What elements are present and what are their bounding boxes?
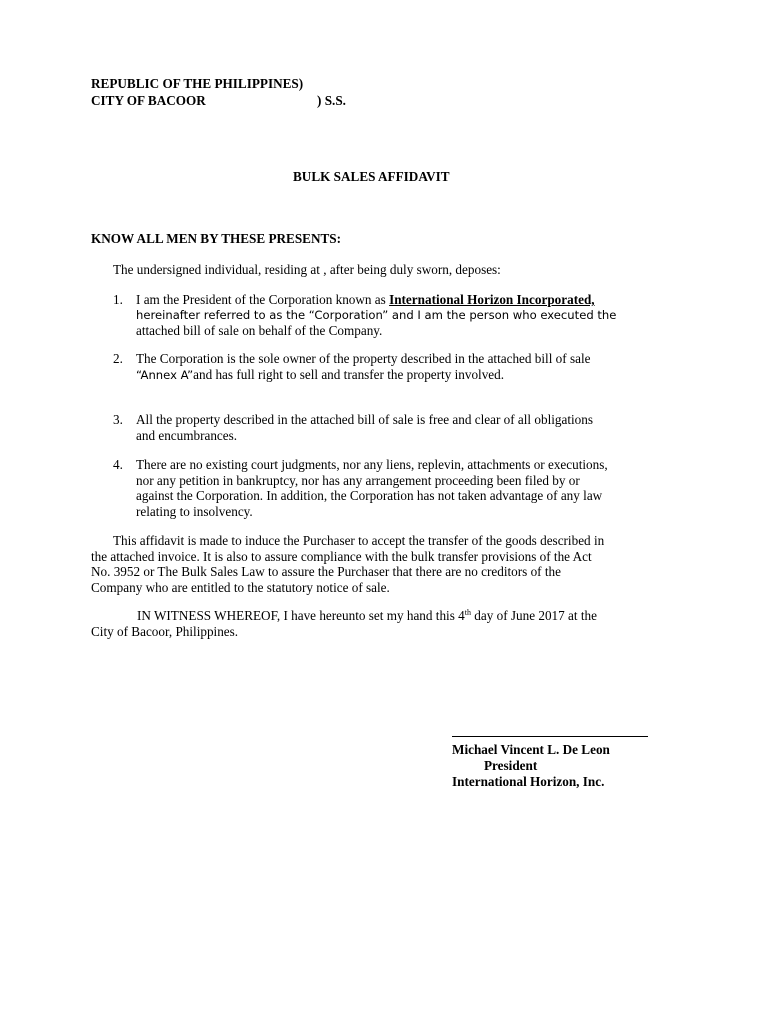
paragraph-line: Company who are entitled to the statutory notice of sale. (91, 579, 390, 595)
annex-label: “Annex A” (136, 367, 194, 382)
item-text-line: The Corporation is the sole owner of the property described in the attached bill of sale (136, 351, 591, 366)
company-name: International Horizon Incorporated, (389, 292, 595, 307)
paragraph-line: the attached invoice. It is also to assure compliance with the bulk transfer provisions of the Act (91, 548, 592, 564)
item-text (136, 457, 681, 519)
item-text-line: There are no existing court judgments, nor any liens, replevin, attachments or executions, (136, 457, 608, 472)
item-text (136, 412, 681, 443)
venue-city: CITY OF BACOOR (91, 93, 206, 108)
intro-paragraph: The undersigned individual, residing at , after being duly sworn, deposes: (113, 262, 501, 277)
item-text-line: I am the President of the Corporation known as (136, 292, 390, 307)
signatory-position: President (484, 758, 538, 773)
item-text-line: against the Corporation. In addition, the Corporation has not taken advantage of any law (136, 488, 603, 503)
item-text (136, 351, 681, 383)
ordinal-suffix: th (464, 608, 471, 617)
venue-ss: ) S.S. (317, 93, 346, 108)
item-number: 3. (113, 412, 123, 427)
item-text-line: All the property described in the attached bill of sale is free and clear of all obligations (136, 412, 594, 427)
paragraph-line: IN WITNESS WHEREOF, I have hereunto set my hand this 4 (137, 608, 465, 623)
document-title: BULK SALES AFFIDAVIT (293, 169, 450, 184)
item-text (136, 292, 681, 339)
item-number: 4. (113, 457, 123, 472)
paragraph-line: day of June 2017 at the (470, 608, 597, 623)
item-number: 1. (113, 292, 123, 307)
signatory-company: International Horizon, Inc. (452, 774, 605, 789)
signatory-name: Michael Vincent L. De Leon (452, 742, 610, 757)
paragraph-line: No. 3952 or The Bulk Sales Law to assure the Purchaser that there are no creditors of the (91, 564, 561, 579)
item-text-line: relating to insolvency. (136, 503, 253, 519)
signature-line (452, 726, 648, 737)
item-text-line: and has full right to sell and transfer the property involved. (193, 366, 505, 382)
preamble: KNOW ALL MEN BY THESE PRESENTS: (91, 231, 342, 246)
item-text-line: and encumbrances. (136, 427, 238, 443)
item-text-line: attached bill of sale on behalf of the Company. (136, 323, 383, 338)
venue-republic: REPUBLIC OF THE PHILIPPINES) (91, 76, 304, 91)
item-number: 2. (113, 351, 123, 366)
item-text-line: nor any petition in bankruptcy, nor has any arrangement proceeding been filed by or (136, 472, 580, 488)
paragraph-line: City of Bacoor, Philippines. (91, 623, 239, 639)
paragraph-line: This affidavit is made to induce the Purchaser to accept the transfer of the goods described in (113, 533, 605, 548)
item-text-line: hereinafter referred to as the “Corporation” and I am the person who executed the (136, 307, 617, 322)
inducement-paragraph (91, 533, 604, 595)
witness-paragraph (91, 608, 597, 639)
